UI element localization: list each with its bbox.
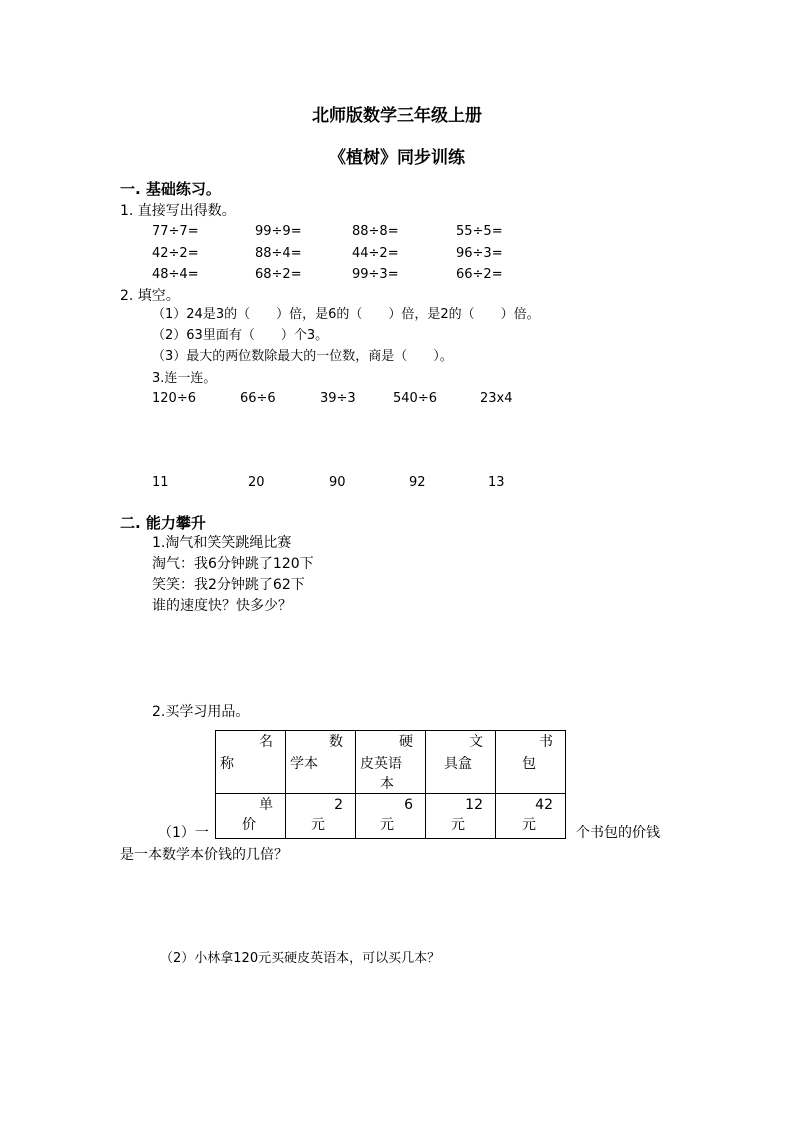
match-answer: 11 <box>152 475 169 490</box>
table-cell <box>356 794 426 839</box>
match-expression: 39÷3 <box>320 391 356 406</box>
table-cell <box>216 731 286 794</box>
cell-text: 学本 <box>290 756 318 772</box>
calc-item: 55÷5= <box>456 224 503 239</box>
section2-heading: 二. 能力攀升 <box>120 514 206 532</box>
cell-text: 本 <box>380 776 394 792</box>
calc-item: 88÷8= <box>352 224 399 239</box>
cell-text: 42 <box>535 797 553 813</box>
cell-text: 名 <box>259 734 273 750</box>
table-row <box>216 794 566 839</box>
cell-text: 包 <box>522 756 536 772</box>
cell-text: 价 <box>242 817 256 833</box>
p2-q2: （2）小林拿120元买硬皮英语本，可以买几本？ <box>160 951 441 966</box>
match-expression: 66÷6 <box>240 391 276 406</box>
p2-q1-prefix: （1）一 <box>158 825 209 841</box>
p1-label: 1.淘气和笑笑跳绳比赛 <box>152 535 292 551</box>
fill-item: （1）24是3的（ ）倍，是6的（ ）倍，是2的（ ）倍。 <box>152 307 540 322</box>
cell-text: 数 <box>329 734 343 750</box>
cell-text: 皮英语 <box>360 756 402 772</box>
match-answer: 90 <box>329 475 346 490</box>
calc-item: 96÷3= <box>456 246 503 261</box>
calc-item: 99÷3= <box>352 267 399 282</box>
cell-text: 书 <box>539 734 553 750</box>
fill-item: （3）最大的两位数除最大的一位数，商是（ ）。 <box>152 349 453 364</box>
p1-line: 笑笑：我2分钟跳了62下 <box>152 577 305 593</box>
cell-text: 元 <box>522 817 536 833</box>
q1-label: 1. 直接写出得数。 <box>120 203 236 219</box>
calc-item: 99÷9= <box>255 224 302 239</box>
calc-item: 66÷2= <box>456 267 503 282</box>
match-expression: 23x4 <box>480 391 513 406</box>
p2-q1-suffix: 个书包的价钱 <box>576 825 660 841</box>
q3-label: 3.连一连。 <box>152 371 217 386</box>
table-cell <box>426 794 496 839</box>
cell-text: 硬 <box>399 734 413 750</box>
match-expression: 540÷6 <box>393 391 437 406</box>
cell-text: 具盒 <box>444 756 472 772</box>
cell-text: 文 <box>469 734 483 750</box>
calc-item: 88÷4= <box>255 246 302 261</box>
table-cell <box>496 731 566 794</box>
p2-q1-cont: 是一本数学本价钱的几倍？ <box>120 847 288 863</box>
cell-text: 12 <box>465 797 483 813</box>
calc-item: 68÷2= <box>255 267 302 282</box>
match-answer: 92 <box>409 475 426 490</box>
table-cell <box>356 731 426 794</box>
table-cell <box>426 731 496 794</box>
table-cell <box>496 794 566 839</box>
q2-label: 2. 填空。 <box>120 288 180 304</box>
match-answer: 20 <box>248 475 265 490</box>
cell-text: 元 <box>311 817 325 833</box>
match-expression: 120÷6 <box>152 391 196 406</box>
table-row <box>216 731 566 794</box>
cell-text: 2 <box>334 797 343 813</box>
page-subtitle: 《植树》同步训练 <box>329 148 465 168</box>
calc-item: 42÷2= <box>152 246 199 261</box>
table-cell <box>216 794 286 839</box>
calc-item: 44÷2= <box>352 246 399 261</box>
cell-text: 6 <box>404 797 413 813</box>
cell-text: 称 <box>220 756 234 772</box>
table-cell <box>286 731 356 794</box>
calc-item: 48÷4= <box>152 267 199 282</box>
p2-label: 2.买学习用品。 <box>152 704 250 720</box>
page-title: 北师版数学三年级上册 <box>312 106 482 126</box>
section1-heading: 一. 基础练习。 <box>120 180 221 198</box>
cell-text: 元 <box>451 817 465 833</box>
p1-line: 谁的速度快？快多少？ <box>152 598 292 614</box>
cell-text: 元 <box>380 817 394 833</box>
match-answer: 13 <box>488 475 505 490</box>
calc-item: 77÷7= <box>152 224 199 239</box>
table-cell <box>286 794 356 839</box>
cell-text: 单 <box>259 797 273 813</box>
price-table <box>215 730 566 839</box>
p1-line: 淘气：我6分钟跳了120下 <box>152 556 314 572</box>
fill-item: （2）63里面有（ ）个3。 <box>152 328 329 343</box>
